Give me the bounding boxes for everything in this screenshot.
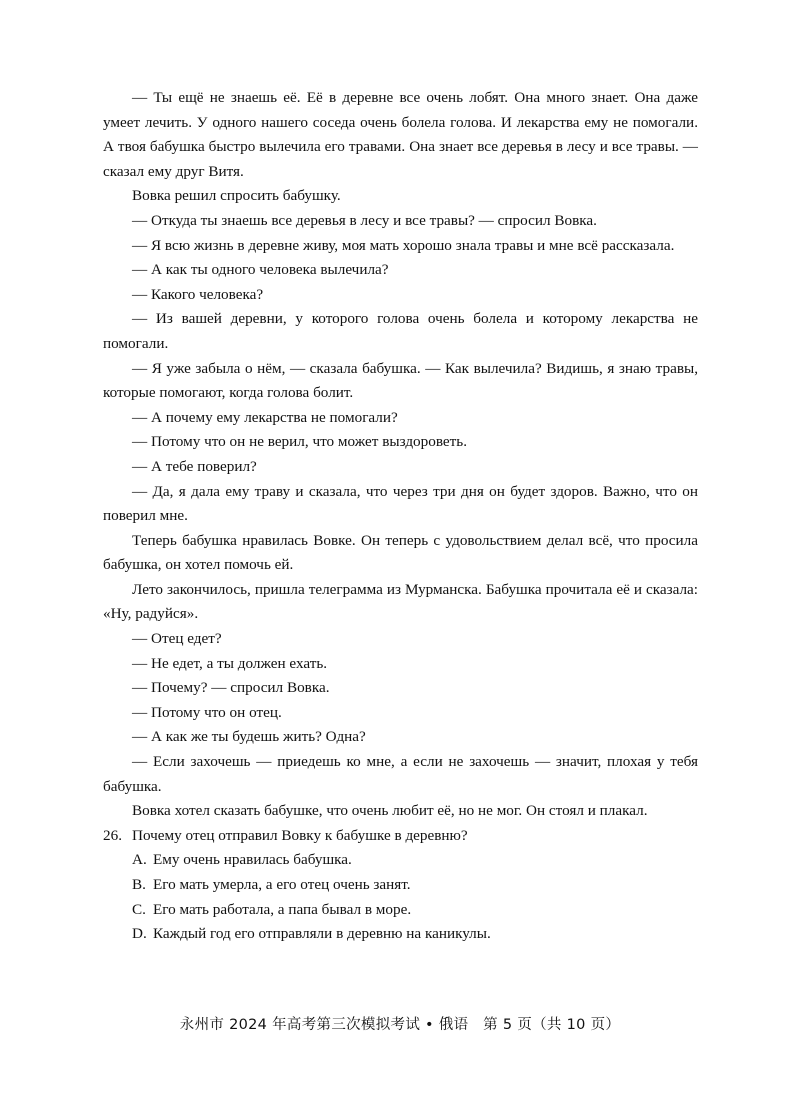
passage-paragraph: — Не едет, а ты должен ехать. bbox=[132, 654, 328, 672]
option-text: Каждый год его отправляли в деревню на каникулы. bbox=[153, 925, 491, 943]
passage-paragraph: — Откуда ты знаешь все деревья в лесу и все травы? — спросил Вовка. bbox=[132, 211, 597, 229]
reading-passage bbox=[103, 86, 698, 947]
option-label: C. bbox=[132, 900, 146, 918]
passage-paragraph: — Да, я дала ему траву и сказала, что через три дня он будет здоров. Важно, что он поверил мне. bbox=[103, 482, 698, 525]
passage-paragraph: — Отец едет? bbox=[132, 630, 222, 648]
passage-paragraph: — Я всю жизнь в деревне живу, моя мать хорошо знала травы и мне всё рассказала. bbox=[132, 236, 675, 254]
passage-paragraph: — Я уже забыла о нём, — сказала бабушка. — Как вылечила? Видишь, я знаю травы, которые помогают, когда голова болит. bbox=[103, 359, 698, 402]
answer-option-a bbox=[103, 848, 698, 873]
question-26 bbox=[103, 824, 698, 849]
question-text: Почему отец отправил Вовку к бабушке в деревню? bbox=[132, 826, 468, 844]
answer-option-c bbox=[103, 898, 698, 923]
passage-paragraph: — А как ты одного человека вылечила? bbox=[132, 261, 389, 279]
answer-option-b bbox=[103, 873, 698, 898]
option-label: D. bbox=[132, 925, 147, 943]
option-text: Его мать умерла, а его отец очень занят. bbox=[153, 876, 411, 893]
passage-paragraph: — Какого человека? bbox=[132, 285, 264, 303]
passage-paragraph: — Потому что он не верил, что может выздороветь. bbox=[132, 433, 468, 451]
option-label: B. bbox=[132, 876, 146, 893]
passage-paragraph: — Почему? — спросил Вовка. bbox=[132, 679, 330, 697]
option-text: Его мать работала, а папа бывал в море. bbox=[153, 900, 412, 918]
passage-paragraph: — Если захочешь — приедешь ко мне, а если не захочешь — значит, плохая у тебя бабушка. bbox=[103, 753, 698, 795]
passage-paragraph: Вовка решил спросить бабушку. bbox=[132, 187, 341, 205]
passage-paragraph: Лето закончилось, пришла телеграмма из Мурманска. Бабушка прочитала её и сказала: «Ну, радуйся». bbox=[103, 580, 698, 623]
page-footer: 永州市 2024 年高考第三次模拟考试 • 俄语 第 5 页（共 10 页） bbox=[179, 1017, 621, 1033]
passage-paragraph: — А почему ему лекарства не помогали? bbox=[132, 408, 398, 426]
passage-paragraph: — Потому что он отец. bbox=[132, 703, 282, 721]
answer-option-d bbox=[103, 922, 698, 947]
passage-paragraph: — А тебе поверил? bbox=[132, 457, 257, 475]
question-number: 26. bbox=[103, 826, 122, 844]
passage-paragraph: Теперь бабушка нравилась Вовке. Он теперь с удовольствием делал всё, что просила бабушка, он хотел помочь ей. bbox=[103, 531, 698, 574]
passage-paragraph: Вовка хотел сказать бабушке, что очень любит её, но не мог. Он стоял и плакал. bbox=[132, 802, 648, 820]
option-text: Ему очень нравилась бабушка. bbox=[153, 851, 352, 869]
passage-paragraph: — Ты ещё не знаешь её. Её в деревне все очень лобят. Она много знает. Она даже умеет лечить. У одного нашего соседа очень болела голова. И лекарства ему не помогали. А твоя бабушка быстро вылечила его травами. Она знает все деревья в лесу и все травы. — сказал ему друг Витя. bbox=[103, 89, 698, 180]
passage-paragraph: — А как же ты будешь жить? Одна? bbox=[132, 728, 366, 746]
passage-paragraph: — Из вашей деревни, у которого голова очень болела и которому лекарства не помогали. bbox=[103, 310, 698, 352]
option-label: A. bbox=[132, 851, 147, 869]
